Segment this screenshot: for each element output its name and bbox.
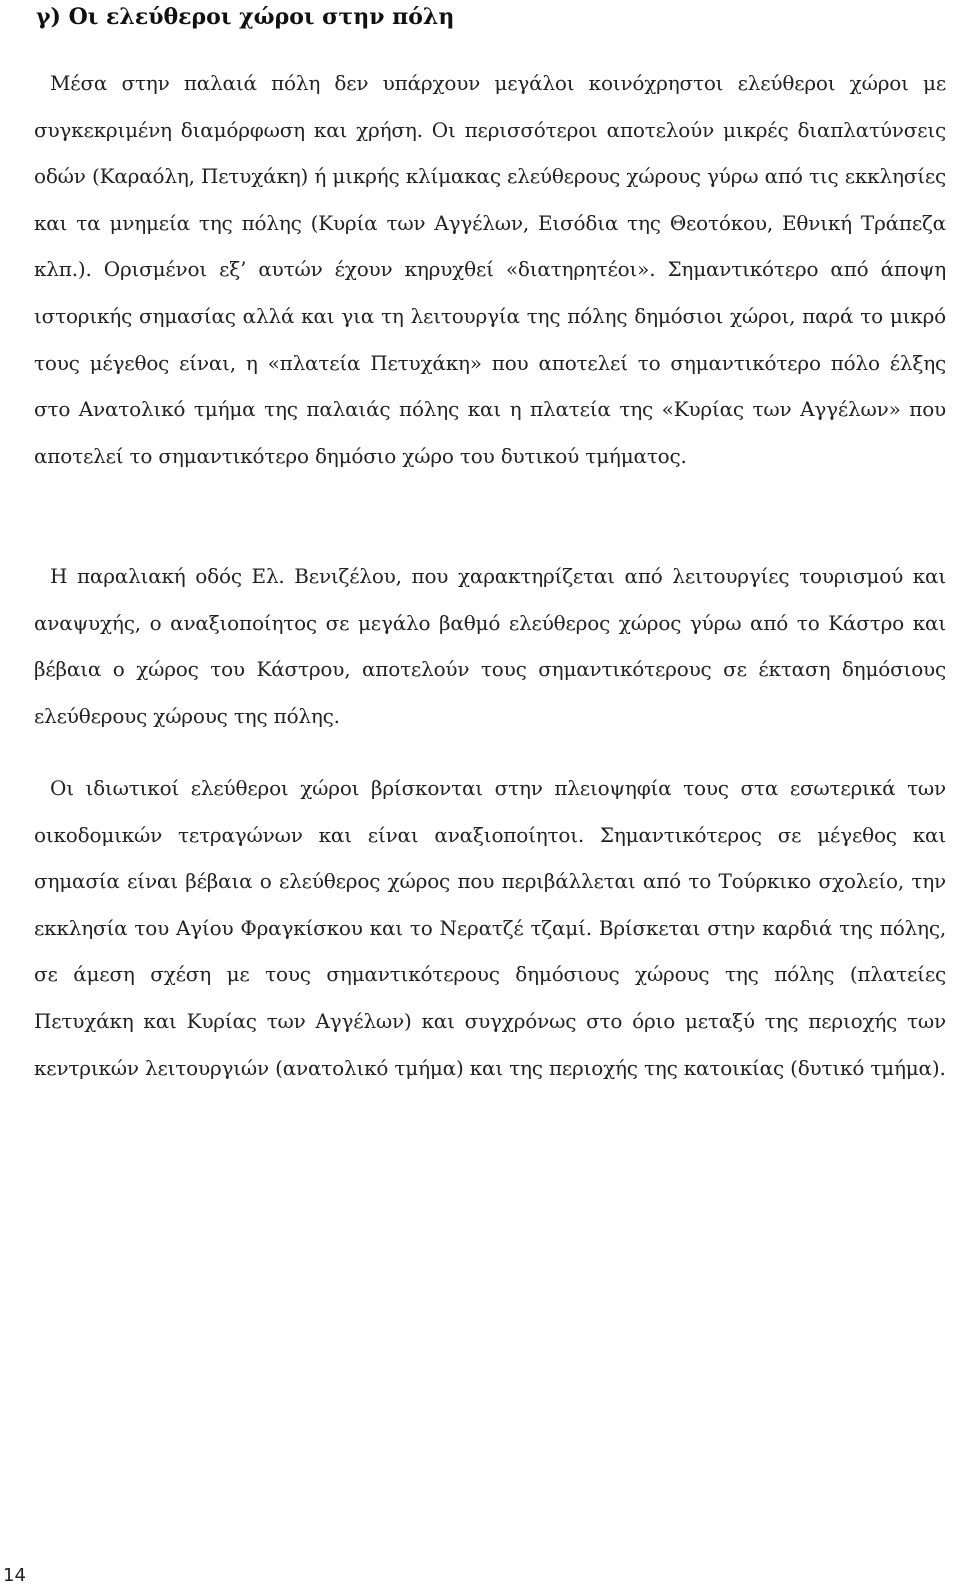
section-heading: γ) Οι ελεύθεροι χώροι στην πόλη bbox=[36, 4, 455, 30]
paragraph-coastal-road: Η παραλιακή οδός Ελ. Βενιζέλου, που χαρακτηρίζεται από λειτουργίες τουρισμού και αναψυχής, ο αναξιοποίητος σε μεγάλο βαθμό ελεύθερος χώρος γύρω από το Κάστρο και βέβαια ο χώρος του Κάστρου, αποτελούν τους σημαντικότερους σε έκταση δημόσιους ελεύθερους χώρους της πόλης. bbox=[34, 564, 946, 728]
paragraph-public-spaces: Μέσα στην παλαιά πόλη δεν υπάρχουν μεγάλοι κοινόχρηστοι ελεύθεροι χώροι με συγκεκριμένη διαμόρφωση και χρήση. Οι περισσότεροι αποτελούν μικρές διαπλατύνσεις οδών (Καραόλη, Πετυχάκη) ή μικρής κλίμακας ελεύθερους χώρους γύρω από τις εκκλησίες και τα μνημεία της πόλης (Κυρία των Αγγέλων, Εισόδια της Θεοτόκου, Εθνική Τράπεζα κλπ.). Ορισμένοι εξ’ αυτών έχουν κηρυχθεί «διατηρητέοι». Σημαντικότερο από άποψη ιστορικής σημασίας αλλά και για τη λειτουργία της πόλης δημόσιοι χώροι, παρά το μικρό τους μέγεθος είναι, η «πλατεία Πετυχάκη» που αποτελεί το σημαντικότερο πόλο έλξης στο Ανατολικό τμήμα της παλαιάς πόλης και η πλατεία της «Κυρίας των Αγγέλων» που αποτελεί το σημαντικότερο δημόσιο χώρο του δυτικού τμήματος. bbox=[34, 71, 946, 468]
page-number: 14 bbox=[3, 1565, 26, 1586]
paragraph-private-spaces: Οι ιδιωτικοί ελεύθεροι χώροι βρίσκονται στην πλειοψηφία τους στα εσωτερικά των οικοδομικών τετραγώνων και είναι αναξιοποίητοι. Σημαντικότερος σε μέγεθος και σημασία είναι βέβαια ο ελεύθερος χώρος που περιβάλλεται από το Τούρκικο σχολείο, την εκκλησία του Αγίου Φραγκίσκου και το Νερατζέ τζαμί. Βρίσκεται στην καρδιά της πόλης, σε άμεση σχέση με τους σημαντικότερους δημόσιους χώρους της πόλης (πλατείες Πετυχάκη και Κυρίας των Αγγέλων) και συγχρόνως στο όριο μεταξύ της περιοχής των κεντρικών λειτουργιών (ανατολικό τμήμα) και της περιοχής της κατοικίας (δυτικό τμήμα). bbox=[34, 776, 946, 1080]
